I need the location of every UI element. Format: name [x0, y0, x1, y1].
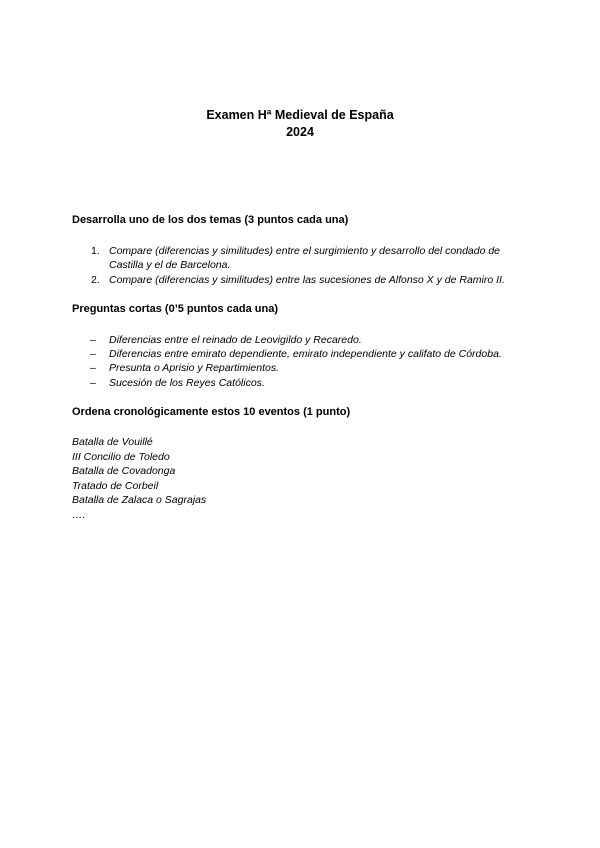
- short-question-2: Diferencias entre emirato dependiente, emirato independiente y califato de Córdoba.: [109, 348, 502, 360]
- dash-bullet: –: [90, 377, 96, 389]
- event-ellipsis: ….: [72, 508, 86, 521]
- dash-bullet: –: [90, 362, 96, 374]
- short-question-3: Presunta o Aprisio y Repartimientos.: [109, 362, 280, 374]
- essay-question-1-line-1: Compare (diferencias y similitudes) entre el surgimiento y desarrollo del condado de: [109, 245, 501, 257]
- dash-bullet: –: [90, 334, 96, 346]
- event-1: Batalla de Vouillé: [72, 436, 153, 448]
- event-4: Tratado de Corbeil: [72, 479, 159, 492]
- section-heading-short-questions: Preguntas cortas (0’5 puntos cada una): [72, 303, 278, 315]
- document-title: Examen Hª Medieval de España: [206, 108, 394, 122]
- essay-question-2: Compare (diferencias y similitudes) entre las sucesiones de Alfonso X y de Ramiro II.: [109, 274, 505, 286]
- short-question-4: Sucesión de los Reyes Católicos.: [109, 377, 265, 389]
- essay-question-1-line-2: Castilla y el de Barcelona.: [109, 259, 231, 271]
- event-3: Batalla de Covadonga: [72, 465, 176, 477]
- section-heading-chronology: Ordena cronológicamente estos 10 eventos (1 punto): [72, 406, 351, 418]
- short-question-1: Diferencias entre el reinado de Leovigildo y Recaredo.: [109, 334, 362, 346]
- event-2: III Concilio de Toledo: [72, 450, 170, 463]
- document-year: 2024: [286, 125, 314, 139]
- dash-bullet: –: [90, 348, 96, 360]
- list-number: 2.: [91, 274, 100, 286]
- event-5: Batalla de Zalaca o Sagrajas: [72, 494, 207, 506]
- section-heading-essay: Desarrolla uno de los dos temas (3 puntos cada una): [72, 214, 349, 226]
- list-number: 1.: [91, 245, 100, 257]
